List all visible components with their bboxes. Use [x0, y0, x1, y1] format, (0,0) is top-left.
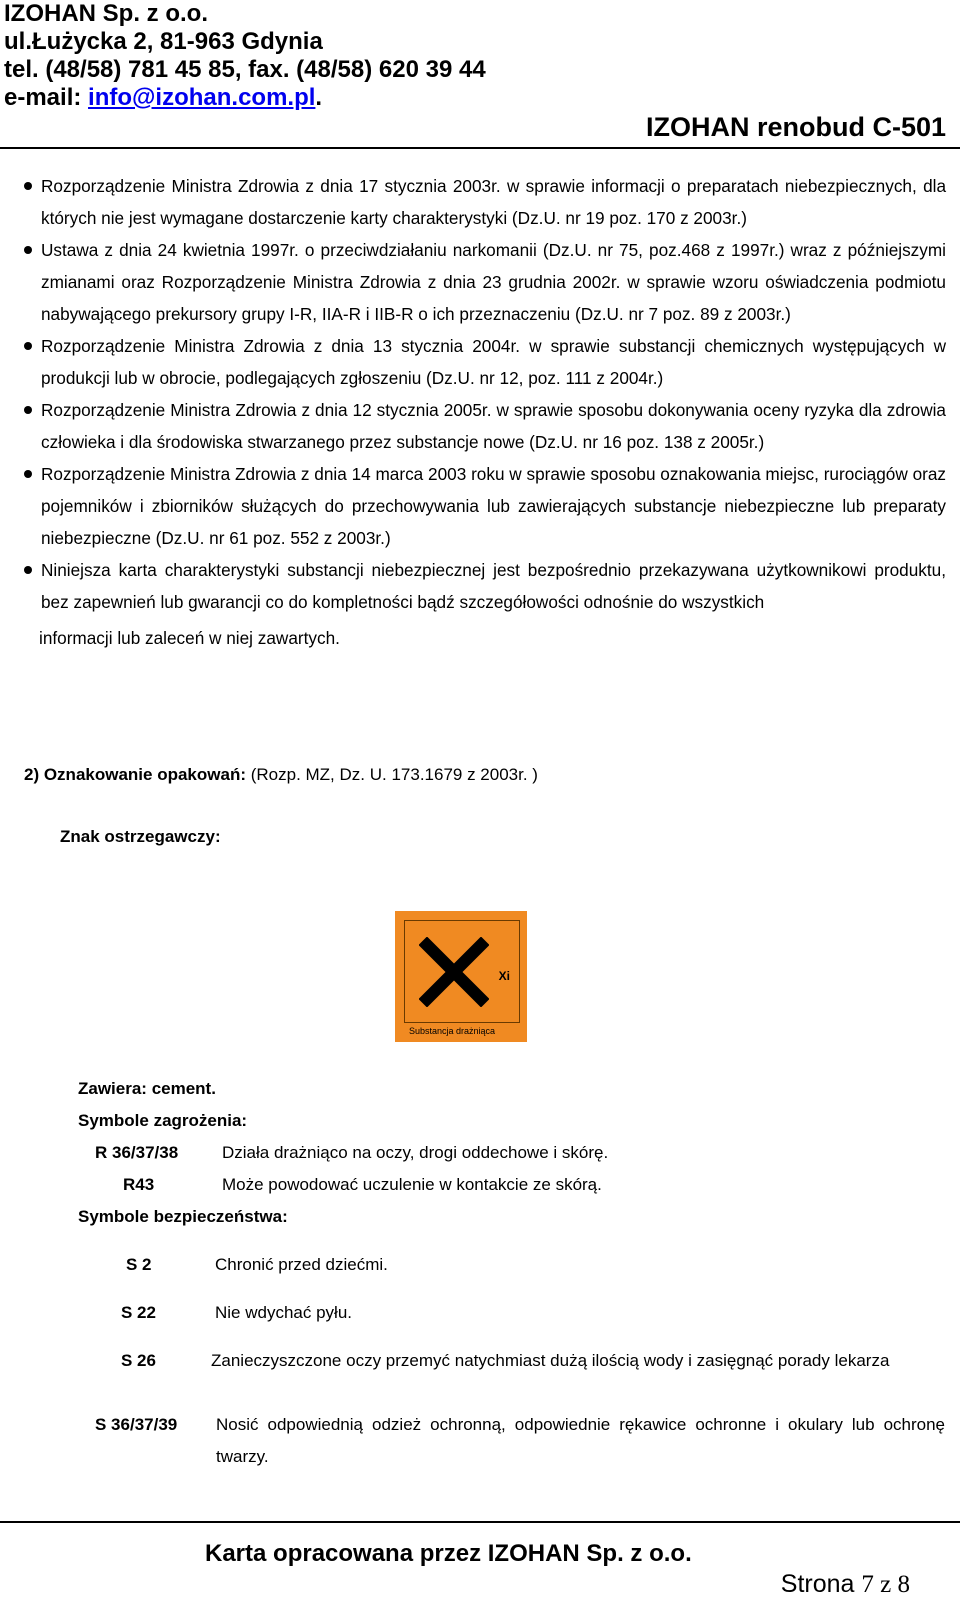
company-email-line	[4, 84, 322, 112]
bullet-icon	[24, 566, 32, 574]
safety-code: S 36/37/39	[95, 1415, 178, 1434]
section-heading: 2) Oznakowanie opakowań:	[24, 765, 246, 784]
risk-header: Symbole zagrożenia:	[78, 1111, 248, 1130]
page-current: 7	[861, 1571, 874, 1598]
list-item: Ustawa z dnia 24 kwietnia 1997r. o przeciwdziałaniu narkomanii (Dz.U. nr 75, poz.468 z 1997r.) wraz z późniejszymi zmianami oraz Rozporządzenie Ministra Zdrowia z dnia 23 grudnia 2002r. w sprawie wzoru oświadczenia podmiotu nabywającego prekursory grupy I-R, IIA-R i IIB-R o ich przeznaczeniu (Dz.U. nr 7 poz. 89 z 2003r.)	[24, 234, 946, 330]
section-title	[24, 765, 538, 785]
bullet-icon	[24, 406, 32, 414]
safety-text: Nosić odpowiednią odzież ochronną, odpowiednie rękawice ochronne i okulary lub ochronę twarzy.	[216, 1415, 945, 1466]
email-link[interactable]: info@izohan.com.pl	[88, 84, 316, 111]
pictogram-frame	[404, 920, 520, 1023]
page-number	[781, 1570, 910, 1599]
safety-code: S 26	[121, 1351, 156, 1370]
warning-label: Znak ostrzegawczy:	[60, 827, 221, 846]
list-item: Niniejsza karta charakterystyki substancji niebezpiecznej jest bezpośrednio przekazywana użytkownikowi produktu, bez zapewnień lub gwarancji co do kompletności bądź szczegółowości odnośnie do wszystkich	[24, 554, 946, 618]
contains-line: Zawiera: cement.	[78, 1079, 216, 1098]
company-address: ul.Łużycka 2, 81-963 Gdynia	[4, 28, 323, 55]
risk-text: Działa drażniąco na oczy, drogi oddechowe i skórę.	[222, 1143, 609, 1162]
list-item: Rozporządzenie Ministra Zdrowia z dnia 12 stycznia 2005r. w sprawie sposobu dokonywania oceny ryzyka dla zdrowia człowieka i dla środowiska stwarzanego przez substancje nowe (Dz.U. nr 16 poz. 138 z 2005r.)	[24, 394, 946, 458]
bullet-icon	[24, 182, 32, 190]
risk-code: R 36/37/38	[95, 1143, 179, 1162]
regulation-list	[24, 170, 946, 654]
hazard-pictogram	[395, 911, 527, 1042]
safety-header: Symbole bezpieczeństwa:	[78, 1207, 288, 1226]
email-suffix: .	[315, 84, 323, 111]
risk-code: R43	[123, 1175, 155, 1194]
email-prefix: e-mail:	[4, 84, 89, 111]
safety-text: Nie wdychać pyłu.	[215, 1303, 353, 1322]
page-total: 8	[897, 1571, 910, 1598]
page-separator: z	[873, 1571, 898, 1598]
header-divider	[0, 147, 960, 149]
company-phone: tel. (48/58) 781 45 85, fax. (48/58) 620 39 44	[4, 56, 486, 83]
footer-divider	[0, 1521, 960, 1523]
bullet-icon	[24, 342, 32, 350]
company-name: IZOHAN Sp. z o.o.	[4, 0, 208, 27]
safety-text: Chronić przed dziećmi.	[215, 1255, 388, 1274]
risk-text: Może powodować uczulenie w kontakcie ze skórą.	[222, 1175, 602, 1194]
safety-code: S 22	[121, 1303, 156, 1322]
section-reference: (Rozp. MZ, Dz. U. 173.1679 z 2003r. )	[246, 765, 538, 784]
list-item: Rozporządzenie Ministra Zdrowia z dnia 17 stycznia 2003r. w sprawie informacji o preparatach niebezpiecznych, dla których nie jest wymagane dostarczenie karty charakterystyki (Dz.U. nr 19 poz. 170 z 2003r.)	[24, 170, 946, 234]
bullet-icon	[24, 246, 32, 254]
safety-text: Zanieczyszczone oczy przemyć natychmiast dużą ilością wody i zasięgnąć porady lekarza	[211, 1351, 890, 1370]
list-item: Rozporządzenie Ministra Zdrowia z dnia 14 marca 2003 roku w sprawie sposobu oznakowania miejsc, rurociągów oraz pojemników i zbiorników służących do przechowywania lub zawierających substancje niebezpieczne lub preparaty niebezpieczne (Dz.U. nr 61 poz. 552 z 2003r.)	[24, 458, 946, 554]
product-title: IZOHAN renobud C-501	[645, 112, 946, 142]
hazard-code: Xi	[498, 969, 510, 983]
saltire-x-icon	[419, 937, 489, 1007]
bullet-icon	[24, 470, 32, 478]
page-prefix: Strona	[780, 1570, 862, 1598]
footer-text: Karta opracowana przez IZOHAN Sp. z o.o.	[205, 1540, 692, 1567]
safety-code: S 2	[126, 1255, 152, 1274]
list-item-tail: informacji lub zaleceń w niej zawartych.	[39, 628, 340, 648]
hazard-caption: Substancja drażniąca	[409, 1026, 496, 1036]
list-item: Rozporządzenie Ministra Zdrowia z dnia 13 stycznia 2004r. w sprawie substancji chemicznych występujących w produkcji lub w obrocie, podlegających zgłoszeniu (Dz.U. nr 12, poz. 111 z 2004r.)	[24, 330, 946, 394]
